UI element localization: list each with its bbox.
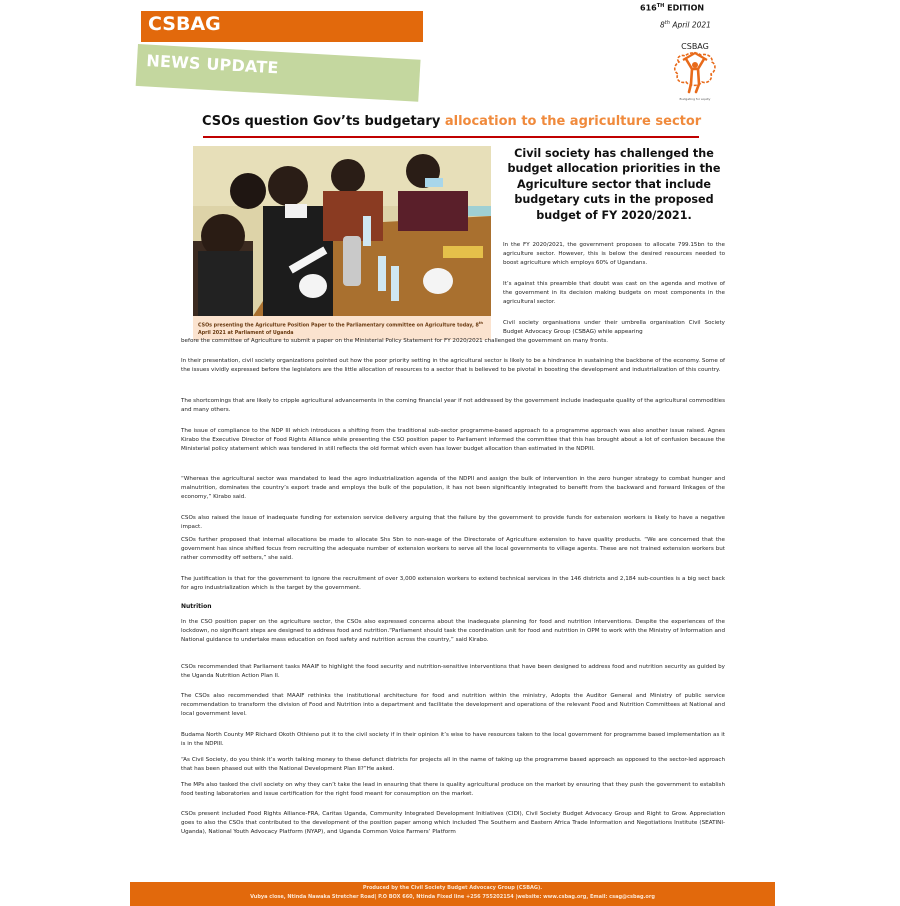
body-paragraph: The issue of compliance to the NDP III which introduces a shifting from the traditional sub-sector programme-based approach to a programme approach was also another issue raised. Agnes Kirabo the Executive Director of Food Rights Alliance while presenting the CSO position paper to Parliament informed the committee that this has brought about a lot of confusion because the Ministerial policy statement which was tendered in still reflects the old format which even has lower budget allocation than estimated in the NDPIII.	[181, 428, 725, 452]
brand-title: CSBAG	[148, 13, 221, 35]
meeting-photo-illustration	[193, 146, 491, 316]
edition-word: EDITION	[667, 3, 705, 13]
edition-suffix: TH	[656, 3, 665, 9]
csbag-logo-icon	[665, 38, 725, 104]
footer-contact: Vubya close, Ntinda Nawaka Stretcher Road| P.O BOX 660, Ntinda Fixed line +256 755202154 |website: www.csbag.org, Email: csag@csbag.org	[250, 894, 655, 900]
body-paragraph: Budama North County MP Richard Okoth Othieno put it to the civil society if in their opinion it’s wise to have resources taken to the local government for programme based implementation as it is in the NDPIII.	[181, 732, 725, 747]
issue-date	[660, 20, 711, 30]
body-paragraph: “As Civil Society, do you think it’s worth talking money to these defunct districts for projects all in the name of taking up the programme based approach as opposed to the sector-led approach that has been phased out with the National Development Plan II?”He asked.	[181, 757, 725, 772]
body-paragraph: before the committee of Agriculture to submit a paper on the Ministerial Policy Statement for FY 2020/2021 challenged the government on many fronts.	[181, 338, 609, 344]
headline-underline	[203, 136, 699, 138]
body-paragraph: The justification is that for the government to ignore the recruitment of over 3,000 extension workers to extend technical services in the 146 districts and 2,184 sub-counties is a big sect back for agro industrialization which is the target by the government.	[181, 576, 725, 591]
body-paragraph: The MPs also tasked the civil society on why they can’t take the lead in ensuring that there is quality agricultural produce on the market by ensuring that they push the government to establish food testing laboratories and issue certification for the right food meant for consumption on the market.	[181, 782, 725, 797]
photo-caption	[198, 320, 490, 338]
section-heading-nutrition: Nutrition	[181, 603, 212, 610]
body-paragraph: CSOs recommended that Parliament tasks MAAIF to highlight the food security and nutrition-sensitive interventions that have been designed to address food and nutrition security as guided by the Uganda Nutrition Action Plan II.	[181, 664, 725, 679]
body-paragraph: In the FY 2020/2021, the government proposes to allocate 799.15bn to the agriculture sector. However, this is below the desired resources needed to boost agriculture which employs 60% of Ugandans.	[503, 242, 725, 266]
body-paragraph: “Whereas the agricultural sector was mandated to lead the agro industrialization agenda of the NDPII and assign the bulk of intervention in the zero hunger strategy to combat hunger and malnutrition, dominates the country’s export trade and employs the bulk of the population, it has not been significantly integrated to benefit from the backward and forward linkages of the economy,” Kirabo said.	[181, 476, 725, 500]
date-suffix: th	[664, 20, 670, 26]
body-paragraph: In their presentation, civil society organizations pointed out how the poor priority setting in the agricultural sector is likely to be a hindrance in sustaining the backbone of the economy. Some of the issues vividly expressed before the legislators are the little allocation of resources to a sector that is believed to be pivotal in boosting the development and industrialization of this country.	[181, 358, 725, 373]
body-paragraph: CSOs further proposed that internal allocations be made to allocate Shs 5bn to non-wage of the Directorate of Agriculture extension to have quality products. “We are concerned that the government has since shifted focus from recruiting the adequate number of extension workers to serve all the local governments to village agents. These are not trained extension workers but rather commodity off setters,” she said.	[181, 537, 725, 561]
caption-part2: April 2021 at Parliament of Uganda	[198, 331, 294, 337]
logo-tagline: Budgeting for equity	[679, 97, 711, 101]
body-paragraph: It’s against this preamble that doubt was cast on the agenda and motive of the government in its decision making budgets on most components in the agricultural sector.	[503, 281, 725, 305]
body-paragraph: Civil society organisations under their umbrella organisation Civil Society Budget Advocacy Group (CSBAG) while appearing	[503, 320, 725, 335]
caption-sup: th	[478, 321, 483, 325]
footer-producer: Produced by the Civil Society Budget Advocacy Group (CSBAG).	[362, 885, 543, 891]
caption-part1: CSOs presenting the Agriculture Position Paper to the Parliamentary committee on Agriculture today, 8	[198, 323, 479, 329]
body-paragraph: CSOs present included Food Rights Alliance-FRA, Caritas Uganda, Community Integrated Development Initiatives (CIDI), Civil Society Budget Advocacy Group and Right to Grow. Appreciation goes to also the CSOs that contributed to the development of the position paper among which included The Southern and Eastern Africa Trade Information and Negotiations Institute (SEATINI-Uganda), National Youth Advocacy Platform (NYAP), and Uganda Common Voice Farmers’ Platform	[181, 811, 725, 835]
news-update-label: NEWS UPDATE	[145, 51, 280, 78]
body-paragraph: The shortcomings that are likely to cripple agricultural advancements in the coming financial year if not addressed by the government include inadequate quality of the agricultural commodities and many others.	[181, 398, 725, 413]
body-paragraph: The CSOs also recommended that MAAIF rethinks the institutional architecture for food and nutrition within the ministry, Adopts the Auditor General and Ministry of public service recommendation to transform the division of Food and Nutrition into a department and facilitate the development and operations of the relevant Food and Nutrition Committees at National and local government level.	[181, 693, 725, 717]
logo-letters: CSBAG	[681, 42, 709, 51]
edition-num: 616	[640, 3, 657, 13]
body-paragraph: In the CSO position paper on the agriculture sector, the CSOs also expressed concerns about the inadequate planning for food and nutrition interventions. Despite the experiences of the lockdown, no significant steps are designed to address food and nutrition.“Parliament should task the coordination unit for food and nutrition in OPM to work with the Ministry of Information and National guidance to undertake mass education on food safety and nutrition across the country,” said Kirabo.	[181, 619, 725, 643]
date-rest: April 2021	[672, 20, 711, 30]
body-paragraph: CSOs also raised the issue of inadequate funding for extension service delivery arguing that the failure by the government to provide funds for extension workers is likely to have a negative impact.	[181, 515, 725, 530]
article-photo	[193, 146, 491, 316]
logo-head	[692, 62, 698, 68]
headline-main: CSOs question Gov’ts budgetary	[202, 114, 445, 129]
date-day: 8	[660, 20, 665, 30]
article-standfirst: Civil society has challenged the budget allocation priorities in the Agriculture sector that include budgetary cuts in the proposed budget of FY 2020/2021.	[507, 147, 721, 222]
article-headline	[202, 114, 701, 129]
headline-accent: allocation to the agriculture sector	[444, 114, 702, 129]
edition-number	[640, 3, 704, 13]
